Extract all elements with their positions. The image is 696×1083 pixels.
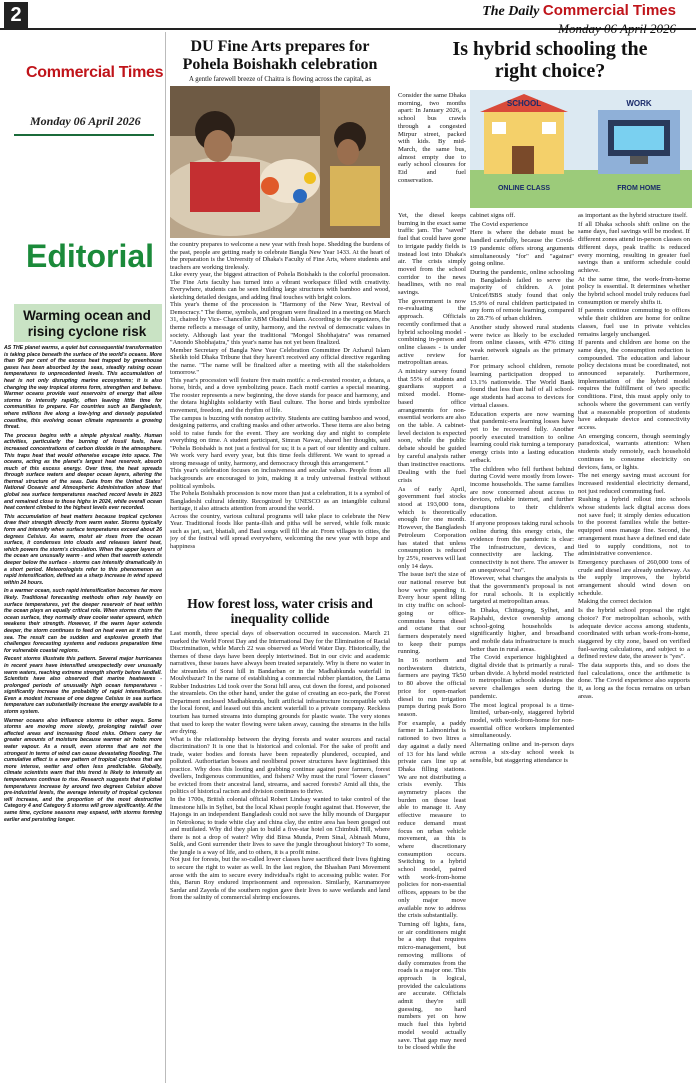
article-forest-title: How forest loss, water crisis and inequality collide (187, 596, 373, 626)
article-paragraph: Consider the same Dhaka morning, two months apart: In January 2026, a school bus crawls through a congested Mirpur street, packed with kids. By mid-March, the same bus, almost empty due to early school closures for Eid and fuel conservation. (398, 92, 466, 184)
article-paragraph: If parents continue commuting to offices while their children are home for online classes, fuel use in private vehicles remains largely unchanged. (578, 307, 690, 338)
editorial-paragraph: Warmer oceans also influence storms in other ways. Some storms are moving more slowly, prolonging rainfall over affected areas and increasing flood risks. Others carry far greater amounts of moisture because warmer air holds more water vapour. As a result, even storms that are not the strongest in terms of wind can cause devastating flooding. The cumulative effect is a new pattern of tropical cyclones that are more intense, wetter and often less predictable. Globally, climate scientists warn that this trend is likely to intensify as temperatures continue to rise. Research suggests that if global temperatures increase by around two degrees Celsius above pre-industrial levels, the average intensity of tropical cyclones will increase, and the proportion of the most destructive Category 4 and Category 5 storms will grow significantly. At the same time, cyclone seasons may expand, with storms forming earlier and persisting longer. (4, 717, 162, 823)
masthead-brand (482, 2, 676, 20)
article-paragraph: What is the relationship between the drying forests and water sources and racial discrimination? It is one that is historical and colonial. For the sake of profit and trade, water bodies and forests have been repeatedly plundered, occupied, and polluted. Authoritarian bosses and neoliberal power structures have legitimised this practice. Why does this looting and grabbing continue against poor farmers, forest dwellers, Indigenous communities, and fishers? Why must the rural "lower classes" be evicted from their ancestral land, streams, and sacred forests? Amid all this, the politics of historical racism and division continues to thrive. (170, 735, 390, 796)
editorial-body (4, 345, 162, 1065)
commercial-times-logo: Commercial Times (26, 64, 164, 81)
editorial-paragraph: This accumulation of heat matters because tropical cyclones draw their strength directly from warm water. Storms typically form and intensify when surface temperatures exceed about 26 degrees Celsius. As warm, moist air rises from the ocean surface, it condenses into clouds and releases latent heat, which powers the storm's circulation. When the upper layers of the ocean are unusually warm - and when that warmth extends deeper below the surface - storms can intensify dramatically in a short period. Meteorologists refer to this phenomenon as rapid intensification, defined as a sharp increase in wind speed within 24 hours. (4, 513, 162, 586)
article-paragraph: The issue isn't the size of our national reserve but how we're spending it. Every hour spent idling in city traffic on school-going or office-commutes burns diesel and octane that our farmers desperately need to keep their pumps running. (398, 571, 466, 656)
article-paragraph: Alternating online and in-person days across a six-day school week is sensible, but staggering attendance is (470, 741, 574, 764)
article-hybrid-title-line2: right choice? (494, 60, 606, 82)
article-paragraph: An emerging concern, though seemingly paradoxical, warrants attention: When students study remotely, each household continues to consume electricity on devices, fans, or lights. (578, 432, 690, 471)
article-paragraph: For primary school children, remote learning participation dropped to 13.1% nationwide. The World Bank found that less than half of all school-age students had access to devices for virtual classes. (470, 363, 574, 409)
article-fine-arts-subtitle: A gentle farewell breeze of Chaitra is flowing across the capital, as (189, 76, 371, 83)
article-paragraph: Another study showed rural students were twice as likely to be excluded from online classes, with 47% citing weak network signals as the primary barrier. (470, 323, 574, 362)
hybrid-column-2 (470, 212, 574, 1072)
divider (14, 134, 154, 136)
masthead-prefix: The Daily (482, 4, 540, 19)
editorial-paragraph: The process begins with a simple physical reality. Human activities, particularly the burning of fossil fuels, have increased concentrations of carbon dioxide in the atmosphere. This traps heat that would otherwise escape into space. The oceans, acting as the planet's largest heat reservoir, absorb much of this excess energy. Over time, the heat spreads through surface waters and deeper ocean layers, altering the thermal structure of the seas. Data from the United States' National Oceanic and Atmospheric Administration show that global sea surface temperatures reached record levels in 2023 and remained close to those highs in 2024, while overall ocean heat content climbed to the highest levels ever recorded. (4, 432, 162, 512)
editorial-paragraph: Recent storms illustrate this pattern. Several major hurricanes in recent years have intensified unexpectedly over unusually warm waters, reaching extreme strength shortly before landfall. Scientists have also observed that marine heatwaves - prolonged periods of unusually high ocean temperatures - significantly increase the probability of rapid intensification. Even a modest increase of one degree Celsius in sea surface temperature can substantially increase the energy available to a storm system. (4, 656, 162, 716)
article-paragraph: This year's procession will feature five main motifs: a red-crested rooster, a dotara, a horse, birds, and a dove symbolizing peace. Each motif carries a special meaning. The rooster represents a new beginning, the dove stands for peace and harmony, and the dotara highlights solidarity with Baul culture. The horse and birds symbolize movement, freedom, and the rhythm of life. (170, 376, 390, 415)
article-paragraph: In the 1700s, British colonial official Robert Lindsay wanted to take control of the limestone hills in Sylhet, but the local Khasi people fought against that. However, the Hajongs in an independent Bangladesh could not save the hilly mounds of Durgapur in Netrokona; to trade white clay and china clay, the entire area has been gouged out and mutilated. Why did they plan to build a five-star hotel on Chimbuk Hill, where there is not a drop of water? Why did Birsa Munda, Prem Sinal, Abinash Munu, Sulik, and Goni surrender their lives to save the jungle throughout history? To some, the jungle is a way of life, and to others, it is a profit mine. (170, 796, 390, 856)
article-paragraph: However, what changes the analysis is that the government's proposal is not for rural schools. It is explicitly targeted at metropolitan areas. (470, 575, 574, 606)
hybrid-column-1-upper (398, 92, 466, 210)
article-hybrid-title (420, 38, 680, 82)
article-paragraph: The data supports this, and so does the fuel calculations, once the arithmetic is done. The Covid experience also supports it, as long as the focus remains on urban areas. (578, 662, 690, 700)
article-paragraph: the country prepares to welcome a new year with fresh hope. Shedding the burdens of the past, people are getting ready to celebrate Bangla New Year 1433. At the heart of the preparation is the University of Dhaka's Faculty of Fine Arts, where students and teachers are working tirelessly. (170, 241, 390, 271)
article-paragraph: Education experts are now warning that pandemic-era learning losses have yet to be recovered fully. Another poorly executed transition to online learning could risk turning a temporary energy crisis into a lasting education setback. (470, 410, 574, 464)
article-paragraph: The children who fell furthest behind during Covid were mostly from lower-income households. The same families are now concerned about access to devices, reliable internet, and further disruptions to their children's education. (470, 465, 574, 519)
article-paragraph: In Dhaka, Chittagong, Sylhet, and Rajshahi, device ownership among school-going households is significantly higher, and broadband and mobile data infrastructure is much better than in rural areas. (470, 607, 574, 653)
graphic-label-online: ONLINE CLASS (497, 185, 551, 192)
graphic-label-work: WORK (626, 99, 652, 108)
article-paragraph: This year's celebration focuses on inclusiveness and secular values. People from all backgrounds are encouraged to join, making it a truly universal festival without political symbols. (170, 467, 390, 490)
article-paragraph: Turning off lights, fans, or air conditioners might be a step that requires micro-management, but removing millions of daily commutes from the roads is a major one. This approach is logical, provided the calculations are accurate. Officials admit they're still guessing, no hard numbers yet on how much fuel this hybrid model would actually save. That gap may need to be closed while the (398, 920, 466, 1052)
article-paragraph: During the pandemic, online schooling in Bangladesh failed to serve the majority of children. A joint Unicef/BBS study found that only 15.9% of rural children participated in any form of remote learning, compared to 28.7% of urban children. (470, 268, 574, 323)
article-paragraph: Like every year, the biggest attraction of Pohela Boishakh is the colorful procession. The Fine Arts faculty has turned into a vibrant workspace filled with creativity. Everywhere, students can be seen building large structures with bamboo and wood, sketching detailed designs, and adding final touches with bright colors. (170, 271, 390, 301)
article-paragraph: Last month, three special days of observation occurred in succession. March 21 marked the World Forest Day and the International Day for the Elimination of Racial Discrimination, while March 22 was observed as World Water Day. Historically, the themes of these days have been deeply intertwined. But in our civic and academic narratives, these issues have always been treated separately. Why is there no water in the streamlets of Sorai hill in Bandarban or in the Madhabkunda waterfall in Moulvibazar? In the name of establishing a commercial rubber plantation, the Lama Rubber Industries Ltd took over the Sorai hill area, cut down the forest, and poisoned the streamlets. On the other hand, under the guise of creating an eco-park, the Forest Department enclosed Madhabkunda, built artificial infrastructure incompatible with the local forest, and leased out this ancient waterfall to a private company. Reckless tourism has turned streams into dumping grounds for plastic waste. The very stones that used to keep the water flowing were taken away, causing the streams in the hills are drying. (170, 630, 390, 736)
hybrid-column-3 (578, 212, 690, 1072)
article-fine-arts-body (170, 241, 390, 589)
article-paragraph: Emergency purchases of 260,000 tons of crude and diesel are already underway. As the supply improves, the hybrid arrangement should wind down on schedule. (578, 558, 690, 597)
article-paragraph: as important as the hybrid structure itself. (578, 212, 688, 219)
article-paragraph: In 16 northern and northwestern districts, farmers are paying Tk50 to 80 above the official price for open-market diesel to run irrigation pumps during peak Boro season. (398, 657, 466, 718)
article-paragraph: The campus is buzzing with nonstop activity. Students are cutting bamboo and wood, designing patterns, and crafting masks and other artworks. These items are also being sold to raise funds for the event. They are working day and night to complete everything on time. A student participant, Simran Nawaz, shared her thoughts, said "Pohela Boishakh is not just a festival for us; it is a part of our identity and culture. We work very hard every year, but this time feels different. We want to spread a strong message of unity, harmony, and democracy through this arrangement." (170, 414, 390, 467)
article-paragraph: For example, a paddy farmer in Lalmonirhat is rationed to two litres a day against a daily need of 13 for his land while private cars line up at Dhaka filling stations. We are not distributing a crisis evenly. This asymmetry places the burden on those least able to manage it. Any effective measure to reduce demand must focus on urban vehicle movement, as this is where discretionary consumption occurs. Switching to a hybrid school model, paired with work-from-home policies for non-essential offices, appears to be the only major move available now to address the crisis substantially. (398, 719, 466, 920)
article-paragraph: If parents and children are home on the same days, the consumption reduction is compounded. The education and labour policy decisions must be coordinated, not announced separately. Furthermore, implementation of the hybrid model requires the fulfillment of two specific conditions. First, this must apply only to schools where the government can verify that a reasonable proportion of students have adequate device and connectivity access. (578, 339, 690, 431)
article-paragraph: Here is where the debate must be handled carefully, because the Covid-19 pandemic offers strong arguments simultaneously "for" and "against" going online. (470, 229, 574, 268)
hybrid-school-graphic (470, 90, 692, 208)
school-vs-work-illustration (470, 90, 692, 208)
graphic-label-school: SCHOOL (506, 99, 542, 108)
article-paragraph: Member Secretary of Bangla New Year Celebration Committee Dr Azharul Islam Sheikh told Dhaka Tribune that they haven't received any official directive regarding the name. "The name will be finalized after a meeting with all the stakeholders tomorrow." (170, 346, 390, 377)
masthead-date: Monday 06 April 2026 (558, 21, 676, 36)
article-paragraph: If anyone proposes taking rural schools online during this energy crisis, the evidence from the pandemic is clear: The infrastructure, devices, and connectivity are lacking. The connectivity is not there. The answer is an unequivocal "no". (470, 520, 574, 574)
masthead-name: Commercial Times (542, 2, 676, 19)
article-paragraph: At the same time, the work-from-home policy is essential. It determines whether the hybrid school model truly reduces fuel consumption or merely shifts it. (578, 275, 690, 306)
subheading: The Covid experience (470, 220, 529, 228)
article-paragraph: If all Dhaka schools shift online on the same days, fuel savings will be modest. If different zones attend in-person classes on different days, peak traffic is reduced every morning, resulting in greater fuel savings than a uniform schedule could achieve. (578, 220, 690, 274)
article-paragraph: This year's theme of the procession is "Harmony of the New Year, Revival of Democracy." The theme, symbols, and program were finalized in a meeting on March 31, chaired by Vice- Chancellor ABM Obaidul Islam. According to the organizers, the theme reflects a message of unity, harmony, and the revival of democratic values in society. Although last year the traditional "Mongol Shobhajatra" was renamed "Anondo Shobhajatra," this year's name has not yet been finalized. (170, 301, 390, 347)
subheading: Dealing with the fuel crisis (398, 469, 466, 484)
article-hybrid-title-line1: Is hybrid schooling the (452, 38, 648, 60)
editorial-date: Monday 06 April 2026 (30, 114, 141, 128)
article-paragraph: The Covid experience highlighted a digital divide that is primarily a rural-urban divide. A hybrid model restricted to metropolitan schools sidesteps the severe challenges seen during the pandemic. (470, 654, 574, 700)
subheading: Making the correct decision (578, 598, 652, 606)
hybrid-column-1 (398, 212, 466, 1072)
article-paragraph: The Pohela Boishakh procession is now more than just a celebration, it is a symbol of Bangladeshi cultural identity. Recognized by UNESCO as an intangible cultural heritage, it also attracts attention from around the world. (170, 490, 390, 513)
article-paragraph: The government is now re-evaluating the approach. Officials recently confirmed that a hybrid schooling model - combining in-person and online classes - is under active review for metropolitan areas. (398, 297, 466, 367)
article-paragraph: cabinet signs off. (470, 212, 516, 219)
article-paragraph: Rushing a hybrid rollout into schools whose students lack digital access does not save fuel; it simply denies education to the poorest families while the better-equipped ones manage fine. Second, the arrangement must have a defined end date tied to supply conditions, not to administrative convenience. (578, 496, 690, 558)
page-header (0, 0, 696, 36)
fine-arts-photo (170, 86, 390, 238)
article-paragraph: The net energy saving must account for increased residential electricity demand, not just reduced commuting fuel. (578, 472, 690, 495)
editorial-title: Warming ocean and rising cyclone risk (23, 308, 151, 339)
editorial-heading: Editorial (26, 238, 155, 274)
article-paragraph: Not just for forests, but the so-called lower classes have sacrificed their lives fighting to secure the right to water as well. In the last region, the Bhashan Pani Movement arose with the aim to secure every individual's right to accessing public water. For this, Barun Roy endured imprisonment and repression. Similarly, Karunamoyee Sardar and Zayeda of the southern region gave their lives to save wetlands and land from the salinity of commercial shrimp enclosures. (170, 856, 390, 902)
graphic-label-home: FROM HOME (617, 185, 661, 192)
article-fine-arts-title: DU Fine Arts prepares for Pohela Boishakh celebration (182, 38, 378, 73)
article-paragraph: As of early April, government fuel stocks stood at 193,000 tons, which is theoretically enough for one month. However, the Bangladesh Petroleum Corporation has stated that unless consumption is reduced by 25%, reserves will last only 14 days. (398, 485, 466, 570)
article-paragraph: Across the country, various cultural programs will take place to celebrate the New Year. Traditional foods like panta-ilish and pitha will be served, while folk music such as jari, sari, bhatiali, and Baul songs will fill the air. From villages to cities, the joy of the festival will spread everywhere, welcoming the new year with hope and happiness (170, 512, 390, 550)
students-crafting-image (170, 86, 390, 238)
article-forest-body (170, 630, 390, 1075)
article-paragraph: Is the hybrid school proposal the right choice? For metropolitan schools, with adequate device access among students, coordinated with urban work-from-home, staggered by city zone, based on verified fuel-saving calculations, and subject to a defined review date, the answer is "yes". (578, 607, 690, 661)
page-number: 2 (4, 2, 28, 28)
article-paragraph: The most logical proposal is a time-limited, urban-only, staggered hybrid model, with work-from-home for non-essential office workers implemented simultaneously. (470, 701, 574, 740)
editorial-paragraph: AS THE planet warms, a quiet but consequential transformation is taking place beneath the surface of the world's oceans. More than 90 per cent of the excess heat trapped by greenhouse gases has been absorbed by the seas, steadily raising ocean temperatures to unprecedented levels. This accumulation of heat is not only disrupting marine ecosystems; it is also changing the way tropical storms form, strengthen and behave. Warmer oceans provide vast reservoirs of energy that allow storms to intensify rapidly, often leaving little time for communities to prepare. For countries such as Bangladesh, where millions live along a low-lying and densely populated coastline, this evolving ocean climate represents a growing threat. (4, 345, 162, 431)
article-paragraph: Yet, the diesel keeps burning in the exact same traffic jam. The "saved" fuel that could have gone to irrigate paddy fields is instead lost into Dhaka's air. The crisis simply moved from the school corridor to the news headlines, with no real savings. (398, 212, 466, 297)
editorial-paragraph: In a warmer ocean, such rapid intensification becomes far more likely. Traditional forecasting methods often rely heavily on surface temperatures, yet the deeper reservoir of heat within the ocean plays an equally critical role. When storms churn the ocean surface, they normally draw cooler water upward, which weakens their strength. However, if the warm layer extends deeper, the storm continues to feed on heat even as it stirs the sea. The result can be sudden and explosive growth that challenges forecasting systems and reduces preparation time for vulnerable coastal regions. (4, 588, 162, 654)
masthead (482, 2, 676, 37)
article-paragraph: A ministry survey found that 55% of students and guardians support a mixed model. Home-based office arrangements for non-essential workers are also on the table. A cabinet-level decision is expected soon, while the public debate should be guided by careful analysis rather than instinctive reactions. (398, 368, 466, 468)
